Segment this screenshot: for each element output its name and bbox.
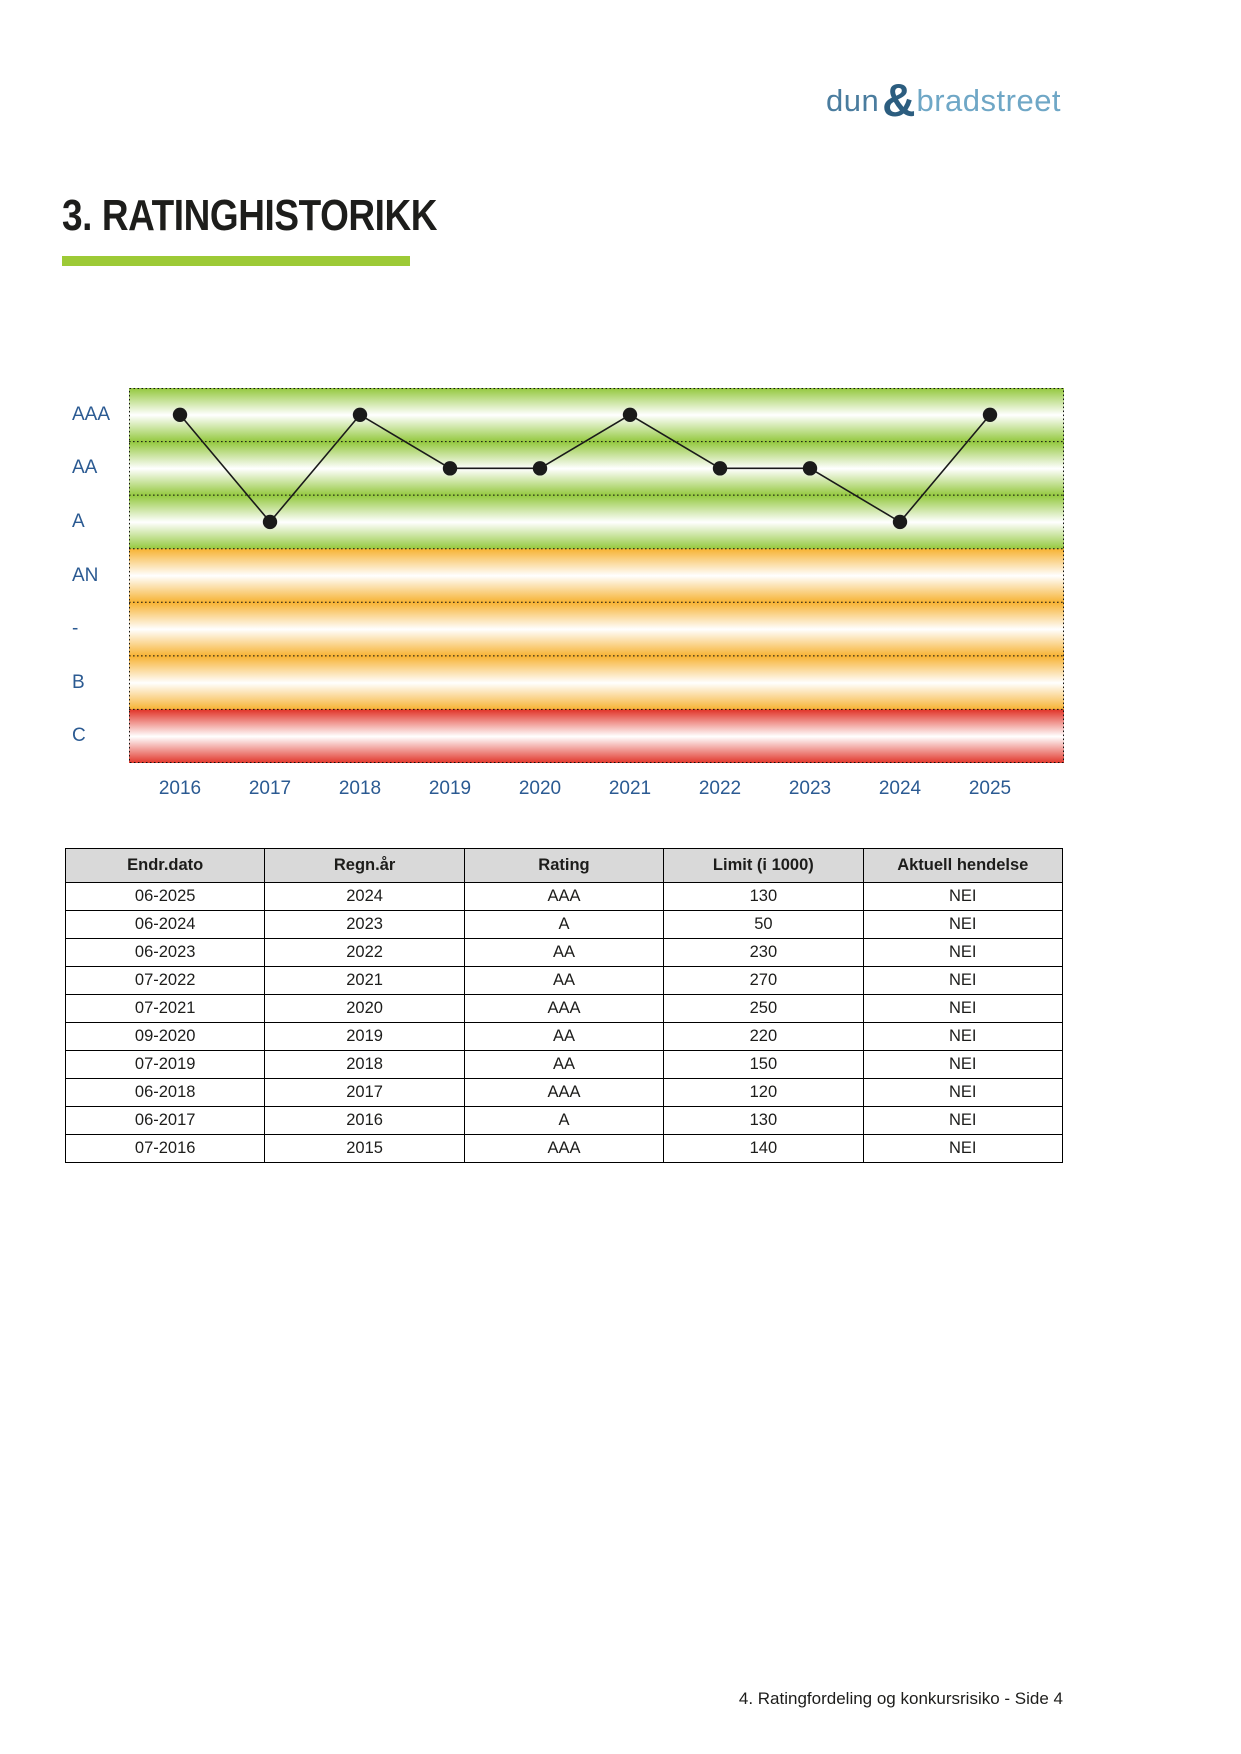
table-cell: NEI (863, 1051, 1062, 1079)
chart-x-axis-label: 2018 (338, 778, 382, 799)
table-cell: 07-2022 (66, 967, 265, 995)
chart-y-axis-label: AA (72, 457, 98, 479)
table-cell: 2023 (265, 911, 464, 939)
table-row (66, 939, 1063, 967)
table-cell: AA (464, 1023, 663, 1051)
table-row (66, 995, 1063, 1023)
rating-history-chart (0, 0, 1241, 820)
table-cell: AA (464, 1051, 663, 1079)
table-cell: 2022 (265, 939, 464, 967)
table-row (66, 1079, 1063, 1107)
table-cell: NEI (863, 883, 1062, 911)
rating-band-B (129, 656, 1064, 710)
rating-point-2025 (983, 408, 997, 422)
table-body (66, 883, 1063, 1163)
table-cell: 07-2019 (66, 1051, 265, 1079)
table-cell: A (464, 911, 663, 939)
table-row (66, 1023, 1063, 1051)
table-cell: AA (464, 939, 663, 967)
rating-point-2019 (443, 461, 457, 475)
table-cell: 220 (664, 1023, 863, 1051)
table-cell: 140 (664, 1135, 863, 1163)
table-cell: 130 (664, 1107, 863, 1135)
rating-band-AN (129, 549, 1064, 603)
table-row (66, 1051, 1063, 1079)
rating-point-2020 (533, 461, 547, 475)
chart-y-axis-label: B (72, 671, 85, 693)
table-row (66, 967, 1063, 995)
table-cell: 06-2018 (66, 1079, 265, 1107)
table-cell: 2017 (265, 1079, 464, 1107)
table-cell: 50 (664, 911, 863, 939)
rating-point-2018 (353, 408, 367, 422)
table-cell: AAA (464, 1135, 663, 1163)
page-title: 3. RATINGHISTORIKK (62, 191, 438, 240)
table-cell: 07-2016 (66, 1135, 265, 1163)
page-footer: 4. Ratingfordeling og konkursrisiko - Side 4 (738, 1689, 1063, 1708)
table-cell: 230 (664, 939, 863, 967)
table-cell: 120 (664, 1079, 863, 1107)
table-cell: 2019 (265, 1023, 464, 1051)
chart-y-axis-label: AAA (72, 403, 111, 425)
table-cell: NEI (863, 1079, 1062, 1107)
chart-x-axis-label: 2025 (968, 778, 1012, 799)
chart-y-axis-label: AN (72, 564, 99, 586)
table-cell: 06-2024 (66, 911, 265, 939)
chart-x-axis-label: 2020 (518, 778, 562, 799)
chart-x-axis-label: 2024 (878, 778, 922, 799)
table-cell: 2015 (265, 1135, 464, 1163)
chart-x-axis-label: 2016 (158, 778, 202, 799)
table-cell: NEI (863, 911, 1062, 939)
table-header-cell: Endr.dato (66, 849, 265, 883)
table-header-cell: Limit (i 1000) (664, 849, 863, 883)
table-cell: 09-2020 (66, 1023, 265, 1051)
table-cell: AAA (464, 995, 663, 1023)
table-cell: 270 (664, 967, 863, 995)
rating-point-2023 (803, 461, 817, 475)
chart-x-axis-label: 2022 (698, 778, 742, 799)
table-cell: A (464, 1107, 663, 1135)
logo-text-dun: dun (826, 83, 880, 118)
rating-point-2024 (893, 515, 907, 529)
chart-x-axis-label: 2021 (608, 778, 652, 799)
table-cell: AAA (464, 1079, 663, 1107)
table-cell: NEI (863, 967, 1062, 995)
table-cell: AAA (464, 883, 663, 911)
chart-x-axis-label: 2017 (248, 778, 292, 799)
chart-y-axis-label: C (72, 725, 86, 747)
table-header-cell: Regn.år (265, 849, 464, 883)
chart-x-axis-label: 2019 (428, 778, 472, 799)
rating-band-- (129, 602, 1064, 656)
table-cell: 2024 (265, 883, 464, 911)
table-header-row (66, 849, 1063, 883)
table-cell: 150 (664, 1051, 863, 1079)
table-row (66, 1107, 1063, 1135)
table-cell: NEI (863, 1107, 1062, 1135)
table-cell: 06-2017 (66, 1107, 265, 1135)
table-cell: 2020 (265, 995, 464, 1023)
chart-y-axis-label: - (72, 618, 79, 640)
table-cell: 250 (664, 995, 863, 1023)
table-cell: 2016 (265, 1107, 464, 1135)
table-cell: 130 (664, 883, 863, 911)
rating-point-2017 (263, 515, 277, 529)
chart-y-axis-label: A (72, 510, 85, 532)
table-row (66, 911, 1063, 939)
table-cell: 06-2023 (66, 939, 265, 967)
table-header-cell: Aktuell hendelse (863, 849, 1062, 883)
table-cell: 06-2025 (66, 883, 265, 911)
table-cell: 2021 (265, 967, 464, 995)
logo-ampersand-icon: & (882, 74, 916, 126)
rating-point-2022 (713, 461, 727, 475)
rating-band-AA (129, 442, 1064, 496)
rating-history-chart-svg (129, 388, 1064, 763)
rating-history-table (65, 848, 1063, 1163)
table-cell: NEI (863, 1135, 1062, 1163)
table-row (66, 883, 1063, 911)
table-cell: NEI (863, 939, 1062, 967)
table-row (66, 1135, 1063, 1163)
rating-point-2016 (173, 408, 187, 422)
table-cell: NEI (863, 995, 1062, 1023)
rating-band-C (129, 709, 1064, 763)
table-cell: 2018 (265, 1051, 464, 1079)
table-cell: AA (464, 967, 663, 995)
logo-text-bradstreet: bradstreet (916, 83, 1062, 118)
rating-point-2021 (623, 408, 637, 422)
table-cell: NEI (863, 1023, 1062, 1051)
table-header-cell: Rating (464, 849, 663, 883)
table-cell: 07-2021 (66, 995, 265, 1023)
chart-x-axis-label: 2023 (788, 778, 832, 799)
